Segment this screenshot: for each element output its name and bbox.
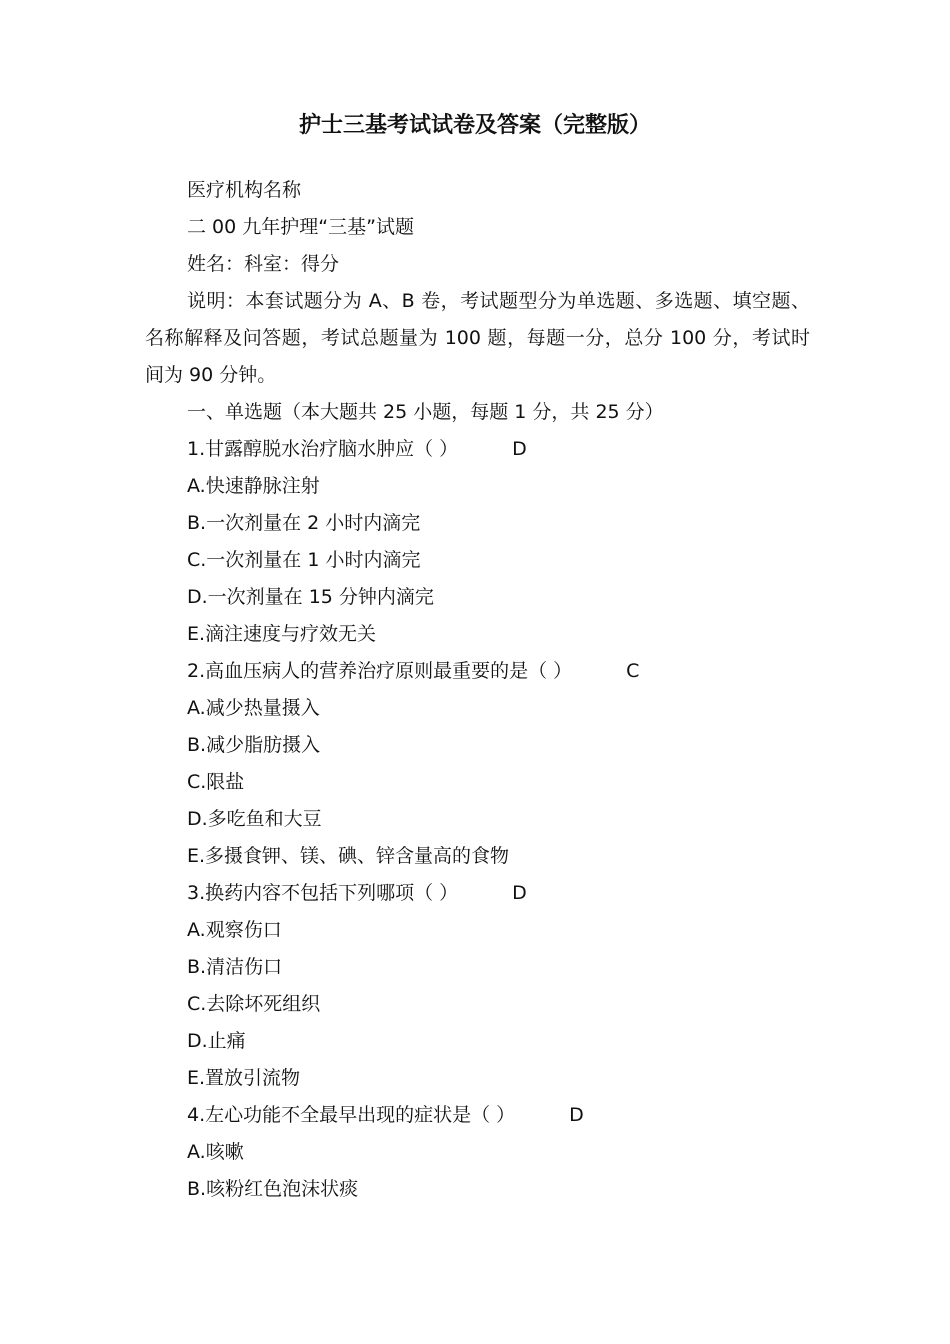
answer-option: A.观察伤口 xyxy=(187,919,282,941)
answer-option: D.一次剂量在 15 分钟内滴完 xyxy=(187,586,434,608)
answer-option: C.一次剂量在 1 小时内滴完 xyxy=(187,549,421,571)
question-stem xyxy=(145,653,810,690)
institution-line: 医疗机构名称 xyxy=(187,179,302,201)
answer-option: B.咳粉红色泡沫状痰 xyxy=(187,1178,359,1200)
question-answer: C xyxy=(626,660,640,682)
question-stem xyxy=(145,875,810,912)
question-stem xyxy=(145,431,810,468)
answer-option: E.滴注速度与疗效无关 xyxy=(187,623,377,645)
question-answer: D xyxy=(512,882,527,904)
answer-option: B.清洁伤口 xyxy=(187,956,283,978)
answer-option: E.多摄食钾、镁、碘、锌含量高的食物 xyxy=(187,845,510,867)
answer-option: E.置放引流物 xyxy=(187,1067,301,1089)
answer-option: A.咳嗽 xyxy=(187,1141,244,1163)
instructions-paragraph: 说明：本套试题分为 A、B 卷，考试题型分为单选题、多选题、填空题、名称解释及问答题，考试总题量为 100 题，每题一分，总分 100 分，考试时间为 90 分钟。 xyxy=(145,290,810,386)
answer-option: D.多吃鱼和大豆 xyxy=(187,808,322,830)
section-title: 一、单选题（本大题共 25 小题，每题 1 分，共 25 分） xyxy=(187,401,664,423)
answer-option: A.减少热量摄入 xyxy=(187,697,320,719)
question-text: 1.甘露醇脱水治疗脑水肿应（ ） xyxy=(187,438,459,460)
exam-year-line: 二 00 九年护理“三基”试题 xyxy=(187,216,414,238)
document-body xyxy=(145,172,810,1208)
question-text: 3.换药内容不包括下列哪项（ ） xyxy=(187,882,459,904)
answer-option: A.快速静脉注射 xyxy=(187,475,320,497)
question-answer: D xyxy=(569,1104,584,1126)
answer-option: C.去除坏死组织 xyxy=(187,993,321,1015)
answer-option: D.止痛 xyxy=(187,1030,246,1052)
name-dept-score-line: 姓名：科室：得分 xyxy=(187,253,340,275)
answer-option: C.限盐 xyxy=(187,771,245,793)
question-answer: D xyxy=(512,438,527,460)
question-text: 2.高血压病人的营养治疗原则最重要的是（ ） xyxy=(187,660,573,682)
question-stem xyxy=(145,1097,810,1134)
question-text: 4.左心功能不全最早出现的症状是（ ） xyxy=(187,1104,516,1126)
answer-option: B.一次剂量在 2 小时内滴完 xyxy=(187,512,421,534)
answer-option: B.减少脂肪摄入 xyxy=(187,734,321,756)
document-title: 护士三基考试试卷及答案（完整版） xyxy=(298,113,651,138)
